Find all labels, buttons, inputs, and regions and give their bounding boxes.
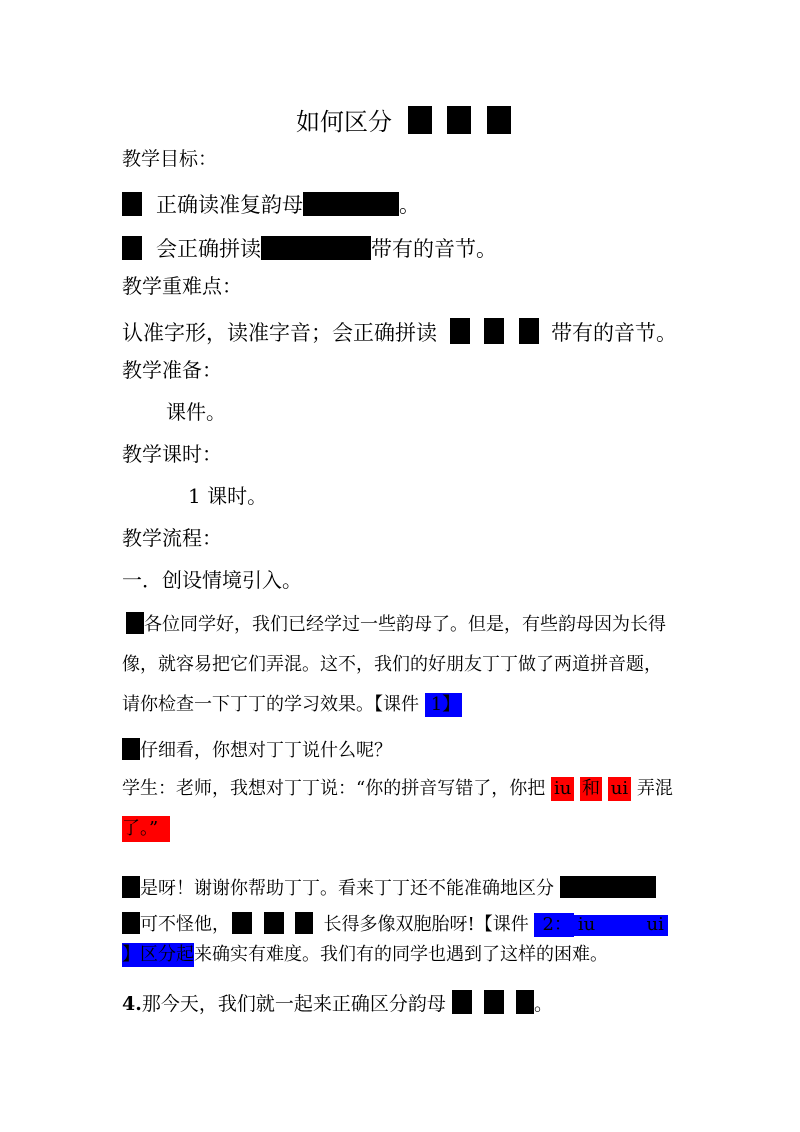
redaction-box (516, 990, 534, 1014)
prep-text: 课件。 (166, 400, 226, 424)
redaction-box (122, 738, 140, 760)
redaction-box (122, 236, 142, 260)
student-response: 学生：老师，我想对丁丁说：“你的拼音写错了，你把 iu 和 ui 弄混 (122, 778, 673, 799)
redaction-box (519, 318, 539, 344)
courseware-content: iu ui (574, 915, 668, 936)
courseware-tag: 2： (534, 913, 573, 937)
paragraph-line: 4.那今天，我们就一起来正确区分韵母 。 (122, 990, 553, 1014)
flow-heading: 教学流程： (122, 526, 222, 550)
redaction-box (450, 318, 470, 344)
redaction-box (261, 236, 371, 260)
prep-heading: 教学准备： (122, 358, 222, 382)
paragraph-line: 】区分起来确实有难度。我们有的同学也遇到了这样的困难。 (122, 944, 608, 965)
paragraph-line: 像，就容易把它们弄混。这不，我们的好朋友丁丁做了两道拼音题， (122, 654, 662, 675)
paragraph-line: 请你检查一下丁丁的学习效果。【课件 1】 (122, 694, 461, 715)
highlight-iu: iu (551, 777, 574, 801)
courseware-tag: 1】 (425, 693, 462, 717)
difficulty-text: 认准字形，读准字音；会正确拼读 带有的音节。 (122, 318, 677, 344)
redaction-box (447, 106, 471, 134)
difficulty-heading: 教学重难点： (122, 274, 242, 298)
hours-heading: 教学课时： (122, 442, 222, 466)
paragraph-line: 各位同学好，我们已经学过一些韵母了。但是，有些韵母因为长得 (126, 612, 666, 634)
student-response-line2 (122, 820, 170, 838)
paragraph-line: 仔细看，你想对丁丁说什么呢？ (122, 738, 392, 760)
redaction-box (264, 912, 284, 934)
goal-1: 正确读准复韵母 。 (122, 192, 420, 216)
redaction-box (487, 106, 511, 134)
redaction-box (408, 106, 432, 134)
highlight-he: 和 (582, 778, 601, 799)
redaction-box (560, 876, 656, 898)
redaction-box (484, 318, 504, 344)
redaction-box (484, 990, 504, 1014)
redaction-box (122, 876, 140, 898)
redaction-box (452, 990, 472, 1014)
goal-2: 会正确拼读 带有的音节。 (122, 236, 497, 260)
highlight-end: 了。” (122, 816, 170, 842)
paragraph-line: 是呀！谢谢你帮助丁丁。看来丁丁还不能准确地区分 (122, 876, 656, 898)
paragraph-line: 可不怪他， 长得多像双胞胎呀!【课件 2： iu ui (122, 912, 668, 936)
redaction-box (232, 912, 252, 934)
redaction-box (122, 912, 140, 934)
redaction-box (295, 912, 313, 934)
redaction-box (303, 192, 399, 216)
highlight-ui: ui (608, 777, 631, 801)
redaction-box (122, 192, 142, 216)
page-title: 如何区分 (296, 106, 511, 134)
section-heading: 一．创设情境引入。 (122, 568, 302, 592)
goals-heading: 教学目标： (122, 148, 218, 170)
redaction-box (126, 612, 144, 634)
hours-text: 1 课时。 (188, 484, 268, 508)
courseware-tag: 】区分起 (122, 944, 194, 965)
